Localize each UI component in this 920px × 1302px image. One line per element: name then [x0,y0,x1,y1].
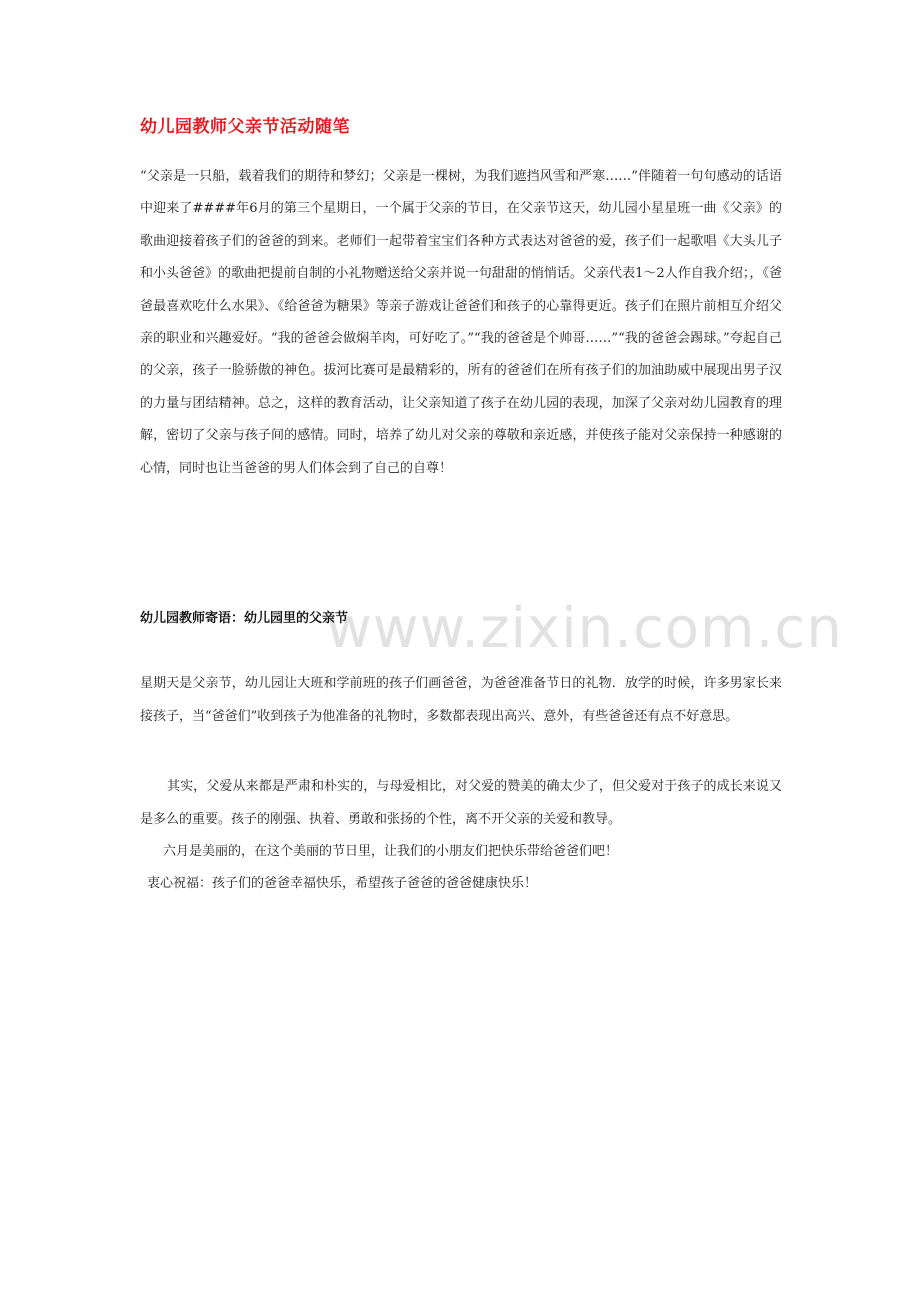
body-paragraph-3: 其实，父爱从来都是严肃和朴实的，与母爱相比，对父爱的赞美的确太少了，但父爱对于孩子的成长来说又是多么的重要。孩子的刚强、执着、勇敢和张扬的个性，离不开父亲的关爱和教导。 [140,779,782,827]
body-paragraph-4: 六月是美丽的，在这个美丽的节日里，让我们的小朋友们把快乐带给爸爸们吧！ [163,844,619,859]
section-subtitle: 幼儿园教师寄语：幼儿园里的父亲节 [140,611,349,626]
body-paragraph-5: 衷心祝福：孩子们的爸爸幸福快乐，希望孩子爸爸的爸爸健康快乐！ [147,876,538,891]
body-paragraph-1: “父亲是一只船，载着我们的期待和梦幻；父亲是一棵树，为我们遮挡风雪和严寒……”伴随着一句句感动的话语中迎来了####年6月的第三个星期日，一个属于父亲的节日，在父亲节这天，幼儿园小星星班一曲《父亲》的歌曲迎接着孩子们的爸爸的到来。老师们一起带着宝宝们各种方式表达对爸爸的爱，孩子们一起歌唱《大头儿子和小头爸爸》的歌曲把提前自制的小礼物赠送给父亲并说一句甜甜的悄悄话。父亲代表1～2人作自我介绍；，《爸爸最喜欢吃什么水果》、《给爸爸为糖果》等亲子游戏让爸爸们和孩子的心靠得更近。孩子们在照片前相互介绍父亲的职业和兴趣爱好。“我的爸爸会做焖羊肉，可好吃了。”“我的爸爸是个帅哥……”“我的爸爸会踢球。”夸起自己的父亲，孩子一脸骄傲的神色。拔河比赛可是最精彩的，所有的爸爸们在所有孩子们的加油助威中展现出男子汉的力量与团结精神。总之，这样的教育活动，让父亲知道了孩子在幼儿园的表现，加深了父亲对幼儿园教育的理解，密切了父亲与孩子间的感情。同时，培养了幼儿对父亲的尊敬和亲近感，并使孩子能对父亲保持一种感谢的心情，同时也让当爸爸的男人们体会到了自己的自尊！ [140,169,782,476]
body-paragraph-2: 星期天是父亲节，幼儿园让大班和学前班的孩子们画爸爸，为爸爸准备节日的礼物．放学的时候，许多男家长来接孩子，当“爸爸们”收到孩子为他准备的礼物时，多数都表现出高兴、意外，有些爸爸还有点不好意思。 [140,676,782,724]
document-title: 幼儿园教师父亲节活动随笔 [140,117,350,137]
watermark-text: www.zixin.com.cn [326,596,843,661]
